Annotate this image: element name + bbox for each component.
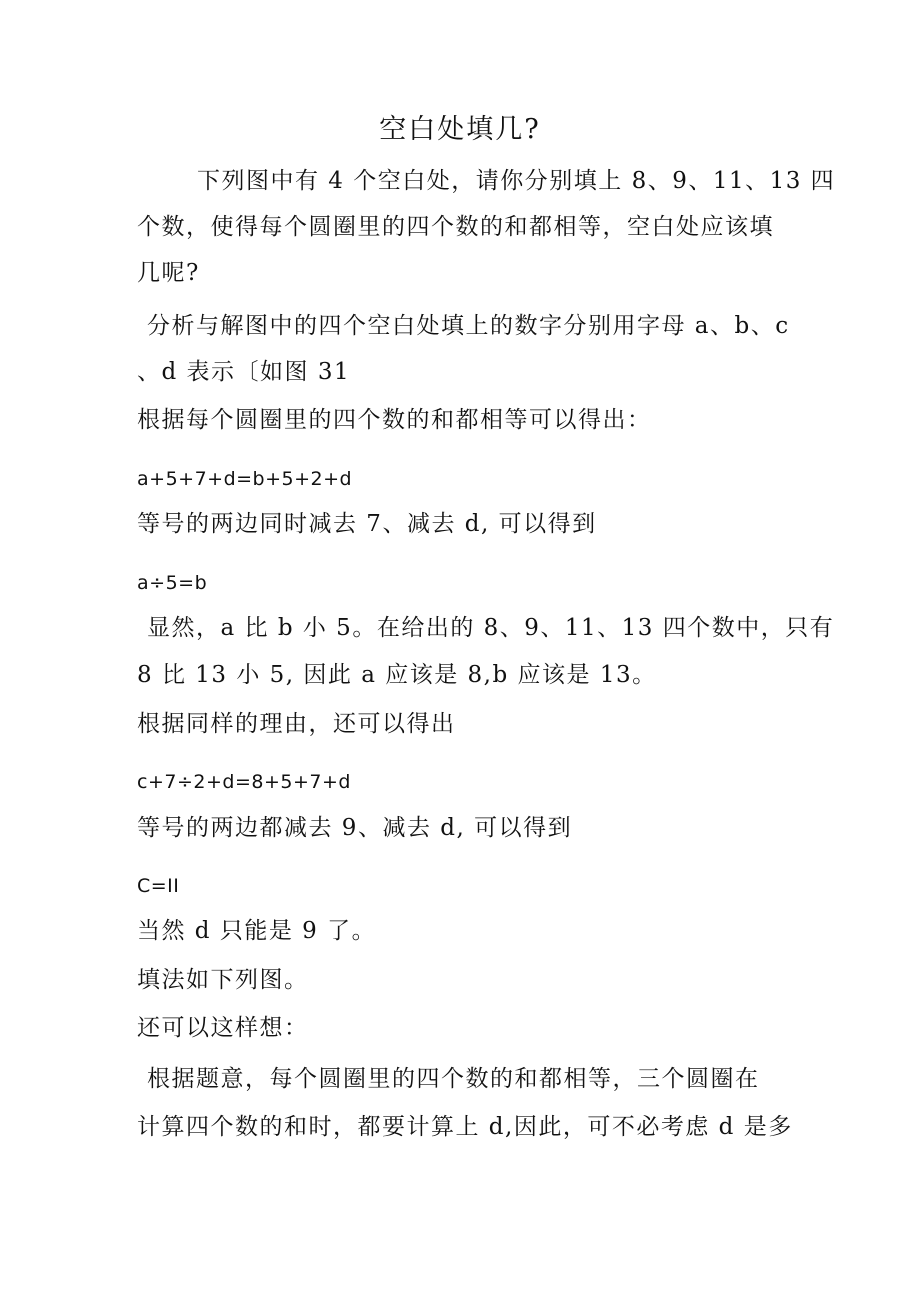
paragraph-line: 根据每个圆圈里的四个数的和都相等可以得出： (137, 407, 652, 433)
paragraph-line: 当然 d 只能是 9 了。 (137, 918, 377, 944)
paragraph-line: 下列图中有 4 个空白处，请你分别填上 8、9、11、13 四 (197, 168, 836, 194)
equation-line: a+5+7+d=b+5+2+d (137, 468, 353, 490)
paragraph-line: 根据题意，每个圆圈里的四个数的和都相等，三个圆圈在 (147, 1066, 760, 1092)
paragraph-line: 8 比 13 小 5, 因此 a 应该是 8,b 应该是 13。 (137, 662, 657, 688)
paragraph-line: 、d 表示〔如图 31 (137, 359, 351, 385)
document-title: 空白处填几? (379, 114, 541, 145)
equation-line: c+7÷2+d=8+5+7+d (137, 771, 351, 793)
paragraph-line: 填法如下列图。 (137, 967, 309, 993)
paragraph-line: 计算四个数的和时，都要计算上 d,因此，可不必考虑 d 是多 (137, 1114, 793, 1140)
paragraph-line: 分析与解图中的四个空白处填上的数字分别用字母 a、b、c (147, 313, 790, 339)
paragraph-line: 等号的两边都减去 9、减去 d, 可以得到 (137, 815, 573, 841)
paragraph-line: 个数，使得每个圆圈里的四个数的和都相等，空白处应该填 (137, 214, 774, 240)
paragraph-line: 等号的两边同时减去 7、减去 d, 可以得到 (137, 511, 597, 537)
paragraph-line: 几呢? (137, 260, 200, 286)
paragraph-line: 还可以这样想： (137, 1015, 309, 1041)
paragraph-line: 根据同样的理由，还可以得出 (137, 711, 456, 737)
paragraph-line: 显然，a 比 b 小 5。在给出的 8、9、11、13 四个数中，只有 (147, 615, 835, 641)
equation-line: C=II (137, 875, 180, 897)
equation-line: a÷5=b (137, 572, 208, 594)
